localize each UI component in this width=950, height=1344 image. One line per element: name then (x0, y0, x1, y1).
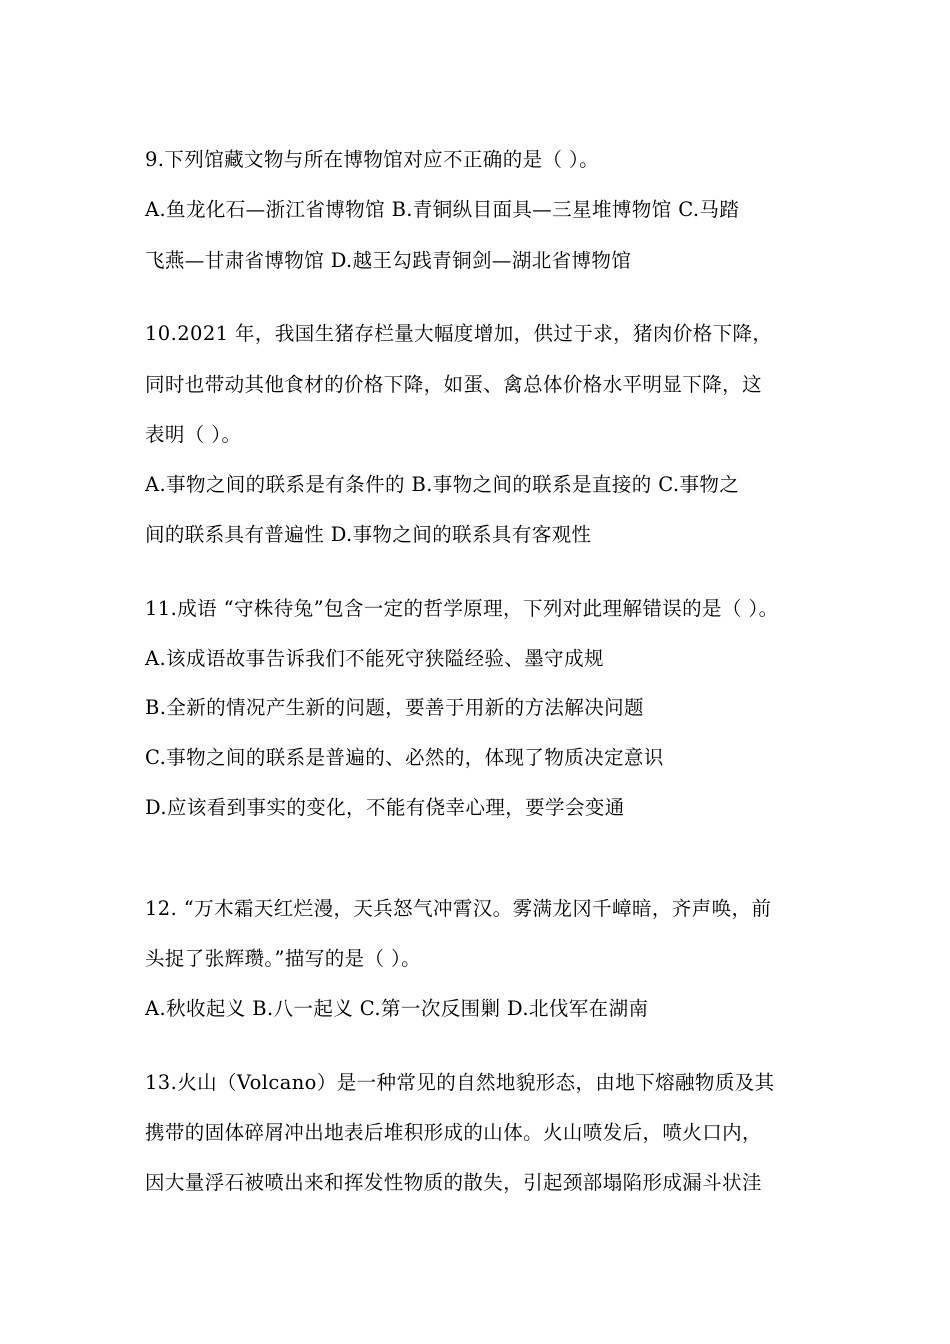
question-9-stem: 9.下列馆藏文物与所在博物馆对应不正确的是（ ）。 (145, 148, 600, 171)
question-10-stem-line-2: 同时也带动其他食材的价格下降，如蛋、禽总体价格水平明显下降，这 (145, 373, 762, 396)
question-12-options: A.秋收起义 B.八一起义 C.第一次反围剿 D.北伐军在湖南 (145, 997, 649, 1020)
question-10-options-line-1: A.事物之间的联系是有条件的 B.事物之间的联系是直接的 C.事物之 (145, 473, 740, 496)
question-10-options-line-2: 间的联系具有普遍性 D.事物之间的联系具有客观性 (145, 523, 592, 546)
question-9-options-line-1: A.鱼龙化石—浙江省博物馆 B.青铜纵目面具—三星堆博物馆 C.马踏 (145, 198, 740, 221)
question-11-option-b: B.全新的情况产生新的问题，要善于用新的方法解决问题 (145, 696, 644, 719)
question-12-stem-line-2: 头捉了张辉瓒。”描写的是（ ）。 (145, 947, 422, 970)
question-11-option-a: A.该成语故事告诉我们不能死守狭隘经验、墨守成规 (145, 647, 604, 670)
question-11-option-d: D.应该看到事实的变化，不能有侥幸心理，要学会变通 (145, 796, 625, 819)
question-13-stem-line-3: 因大量浮石被喷出来和挥发性物质的散失，引起颈部塌陷形成漏斗状洼 (145, 1171, 762, 1194)
question-13-stem-line-1: 13.火山（Volcano）是一种常见的自然地貌形态，由地下熔融物质及其 (145, 1071, 775, 1094)
question-11-stem: 11.成语 “守株待兔”包含一定的哲学原理，下列对此理解错误的是（ ）。 (145, 597, 779, 620)
question-9-options-line-2: 飞燕—甘肃省博物馆 D.越王勾践青铜剑—湖北省博物馆 (145, 249, 632, 272)
question-10-stem-line-3: 表明（ ）。 (145, 423, 242, 446)
question-13-stem-line-2: 携带的固体碎屑冲出地表后堆积形成的山体。火山喷发后，喷火口内， (145, 1121, 762, 1144)
question-12-stem-line-1: 12. “万木霜天红烂漫，天兵怒气冲霄汉。雾满龙冈千嶂暗，齐声唤，前 (145, 897, 772, 920)
question-11-option-c: C.事物之间的联系是普遍的、必然的，体现了物质决定意识 (145, 746, 664, 769)
question-10-stem-line-1: 10.2021 年，我国生猪存栏量大幅度增加，供过于求，猪肉价格下降， (145, 322, 773, 345)
